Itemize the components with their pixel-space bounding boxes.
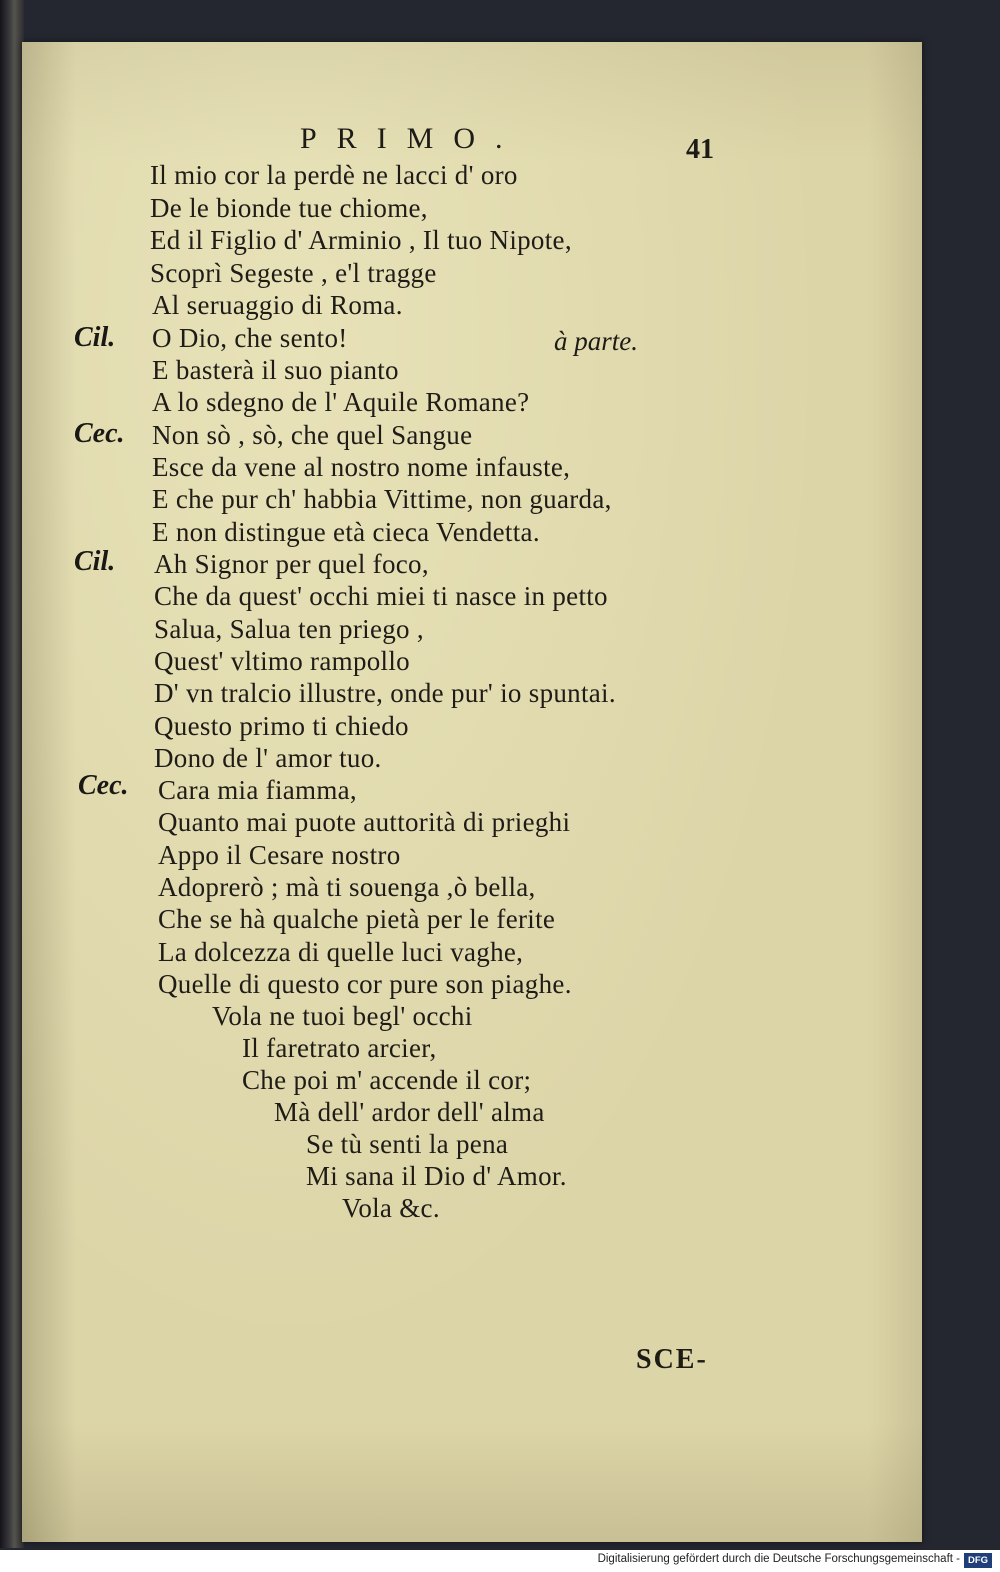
- verse-line: Quelle di questo cor pure son piaghe.: [158, 969, 572, 999]
- verse-line: Appo il Cesare nostro: [158, 840, 401, 870]
- verse-line: Esce da vene al nostro nome infauste,: [152, 452, 571, 482]
- book-spine-edge: [0, 0, 24, 1548]
- verse-line: E basterà il suo pianto: [152, 355, 399, 385]
- verse-line: Dono de l' amor tuo.: [154, 743, 382, 773]
- verse-line: O Dio, che sento!: [152, 323, 348, 353]
- verse-line: Cara mia fiamma,: [158, 775, 357, 805]
- verse-line: Vola ne tuoi begl' occhi: [212, 1001, 473, 1031]
- verse-line: Che poi m' accende il cor;: [242, 1065, 532, 1095]
- verse-line: Questo primo ti chiedo: [154, 711, 409, 741]
- verse-line: Mi sana il Dio d' Amor.: [306, 1161, 567, 1191]
- speaker-label: Cec.: [78, 770, 129, 801]
- verse-line: Che se hà qualche pietà per le ferite: [158, 904, 556, 934]
- verse-line: Quest' vltimo rampollo: [154, 646, 410, 676]
- verse-line: A lo sdegno de l' Aquile Romane?: [152, 387, 530, 417]
- verse-line: Quanto mai puote auttorità di prieghi: [158, 807, 571, 837]
- running-title: PRIMO.: [300, 122, 523, 155]
- verse-line: Ed il Figlio d' Arminio , Il tuo Nipote,: [150, 225, 572, 255]
- verse-line: D' vn tralcio illustre, onde pur' io spuntai.: [154, 678, 616, 708]
- verse-line: E non distingue età cieca Vendetta.: [152, 517, 540, 547]
- verse-line: De le bionde tue chiome,: [150, 193, 428, 223]
- stage-direction: à parte.: [554, 326, 638, 356]
- speaker-label: Cec.: [74, 418, 125, 449]
- verse-line: La dolcezza di quelle luci vaghe,: [158, 937, 524, 967]
- dfg-logo: DFG: [964, 1553, 992, 1568]
- verse-line: Che da quest' occhi miei ti nasce in petto: [154, 581, 608, 611]
- verse-line: E che pur ch' habbia Vittime, non guarda,: [152, 484, 612, 514]
- verse-line: Non sò , sò, che quel Sangue: [152, 420, 473, 450]
- catchword: SCE-: [636, 1344, 708, 1375]
- verse-line: Adoprerò ; mà ti souenga ,ò bella,: [158, 872, 536, 902]
- verse-line: Salua, Salua ten priego ,: [154, 614, 424, 644]
- digitization-footer: [0, 1550, 1000, 1572]
- verse-line: Al seruaggio di Roma.: [152, 290, 403, 320]
- funding-notice: Digitalisierung gefördert durch die Deutsche Forschungsgemeinschaft -: [597, 1553, 960, 1565]
- page-number: 41: [686, 134, 714, 165]
- speaker-label: Cil.: [74, 546, 116, 577]
- verse-line: Mà dell' ardor dell' alma: [274, 1097, 545, 1127]
- verse-line: Scoprì Segeste , e'l tragge: [150, 258, 437, 288]
- verse-line: Il mio cor la perdè ne lacci d' oro: [150, 160, 518, 190]
- verse-line: Ah Signor per quel foco,: [154, 549, 429, 579]
- speaker-label: Cil.: [74, 322, 116, 353]
- verse-line: Il faretrato arcier,: [242, 1033, 437, 1063]
- verse-line: Vola &c.: [342, 1193, 440, 1223]
- verse-line: Se tù senti la pena: [306, 1129, 509, 1159]
